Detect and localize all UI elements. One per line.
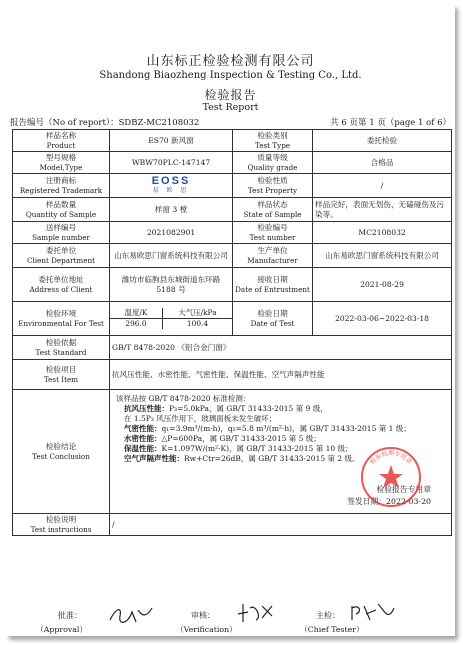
red-seal-icon [359,445,423,509]
environment-label: 检验环境 Environmental For Test [13,302,110,336]
issue-date: 签发日期：2022-03-20 [347,497,432,506]
wind-heading: 抗风压性能： [124,404,169,413]
test-type-value: 委托检验 [313,130,452,152]
standard-label: 检验依据 Test Standard [13,336,110,360]
instructions-value: / [110,514,452,536]
company-name-cn: 山东标正检验检测有限公司 [146,54,315,69]
temperature-value: 296.0 [110,319,163,330]
conclusion-label: 检验结论 Test Conclusion [13,390,110,514]
test-number-value: MC2108032 [313,222,452,244]
trademark-label: 注册商标 Registered Trademark [13,174,110,198]
approval-label-en: （Approval） [36,625,88,634]
address-value: 潍坊市临朐县东城街道东环路 5188 号 [110,268,233,302]
eoss-logo: EOSS [151,174,191,187]
eoss-logo-sub: 易 欧 思 [152,186,190,194]
svg-text:检验检测专用章 [368,449,413,466]
verification-label: 审核： [191,611,215,620]
water-text: △P=600Pa，属 GB/T 31433-2015 第 5 级； [161,434,321,443]
property-value: / [313,174,452,198]
air-heading: 气密性能： [124,424,162,433]
approval-label: 批准： [58,611,82,620]
product-label: 样品名称 Product [13,130,110,152]
client-label: 委托单位 Client Department [13,244,110,268]
quality-value: 合格品 [313,152,452,174]
pressure-label: 大气压/kPa [163,308,233,319]
item-label: 检验项目 Test Item [13,360,110,390]
entrust-date-label: 接收日期 Date of Entrustment [233,268,313,302]
item-value: 抗风压性能、水密性能、气密性能、保温性能、空气声隔声性能 [110,360,452,390]
entrust-date-value: 2021-08-29 [313,268,452,302]
conclusion-intro: 该样品按 GB/T 8478-2020 标准检测： [116,394,251,403]
manufacturer-value: 山东易欧思门窗系统科技有限公司 [313,244,452,268]
company-name-en: Shandong Biaozheng Inspection & Testing Co., Ltd. [99,70,362,81]
water-heading: 水密性能： [124,434,162,443]
approval-signature-icon [106,602,156,628]
test-number-label: 检验编号 Test number [233,222,313,244]
wind-text: P₃=5.0kPa，属 GB/T 31433-2015 第 9 级， [169,404,328,413]
quality-label: 质量等级 Quality grade [233,152,313,174]
instructions-label: 检验说明 Test instructions [13,514,110,536]
air-text: q₁=3.9m³/(m·h)，q₂=5.8 m³/(m²·h)，属 GB/T 31433-2015 第 1 级； [161,424,411,433]
tester-label: 主检： [316,611,340,620]
manufacturer-label: 生产单位 Manufacturer [233,244,313,268]
report-title-en: Test Report [202,102,259,113]
thermal-heading: 保温性能： [124,444,162,453]
thermal-text: K=1.097W/(m²·K)，属 GB/T 31433-2015 第 10 级； [161,444,353,453]
model-label: 型号规格 Model,Type [13,152,110,174]
state-label: 样品状态 State of Sample [233,198,313,222]
test-type-label: 检验类别 Test Type [233,130,313,152]
temperature-label: 温度/K [110,308,163,319]
quantity-value: 样窗 3 樘 [110,198,233,222]
verification-label-en: （Verification） [176,625,237,634]
sample-number-label: 送样编号 Sample number [13,222,110,244]
address-label: 委托单位地址 Address of Client [13,268,110,302]
test-date-label: 检验日期 Date of Test [233,302,313,336]
seal-text: 检验检测专用章 [369,450,413,466]
sample-number-value: 2021082901 [110,222,233,244]
client-value: 山东易欧思门窗系统科技有限公司 [110,244,233,268]
sound-heading: 空气声隔声性能： [124,454,184,463]
state-value: 样品完好，表面无划伤，无磕碰伤及污染等。 [313,198,452,222]
report-page [6,4,455,636]
tester-signature-icon [348,600,398,626]
product-value: ES70 新风窗 [110,130,233,152]
environment-values [110,302,233,336]
trademark-logo [110,174,233,198]
seal-label: 检验报告专用章 [376,485,432,494]
page-count: 共 6 页第 1 页（page 1 of 6） [330,118,451,128]
quantity-label: 样品数量 Quantity of Sample [13,198,110,222]
property-label: 检验性质 Test Property [233,174,313,198]
model-value: WBW70PLC-147147 [110,152,233,174]
sound-text: Rw+Ctr=26dB，属 GB/T 31433-2015 第 2 级。 [184,454,360,463]
wind-text-2: 在 1.5P₃ 风压作用下，玻璃面板未发生破坏； [124,414,277,423]
conclusion-body [110,390,452,514]
report-table [12,129,452,536]
tester-label-en: （Chief Tester） [300,625,364,634]
verification-signature-icon [234,600,278,624]
report-title-cn: 检验报告 [204,88,257,102]
standard-value: GB/T 8478-2020 《铝合金门窗》 [110,336,452,360]
test-date-value: 2022-03-06~2022-03-18 [313,302,452,336]
pressure-value: 100.4 [186,319,209,328]
report-number: 报告编号（No of report）：SDBZ-MC2108032 [10,118,200,128]
